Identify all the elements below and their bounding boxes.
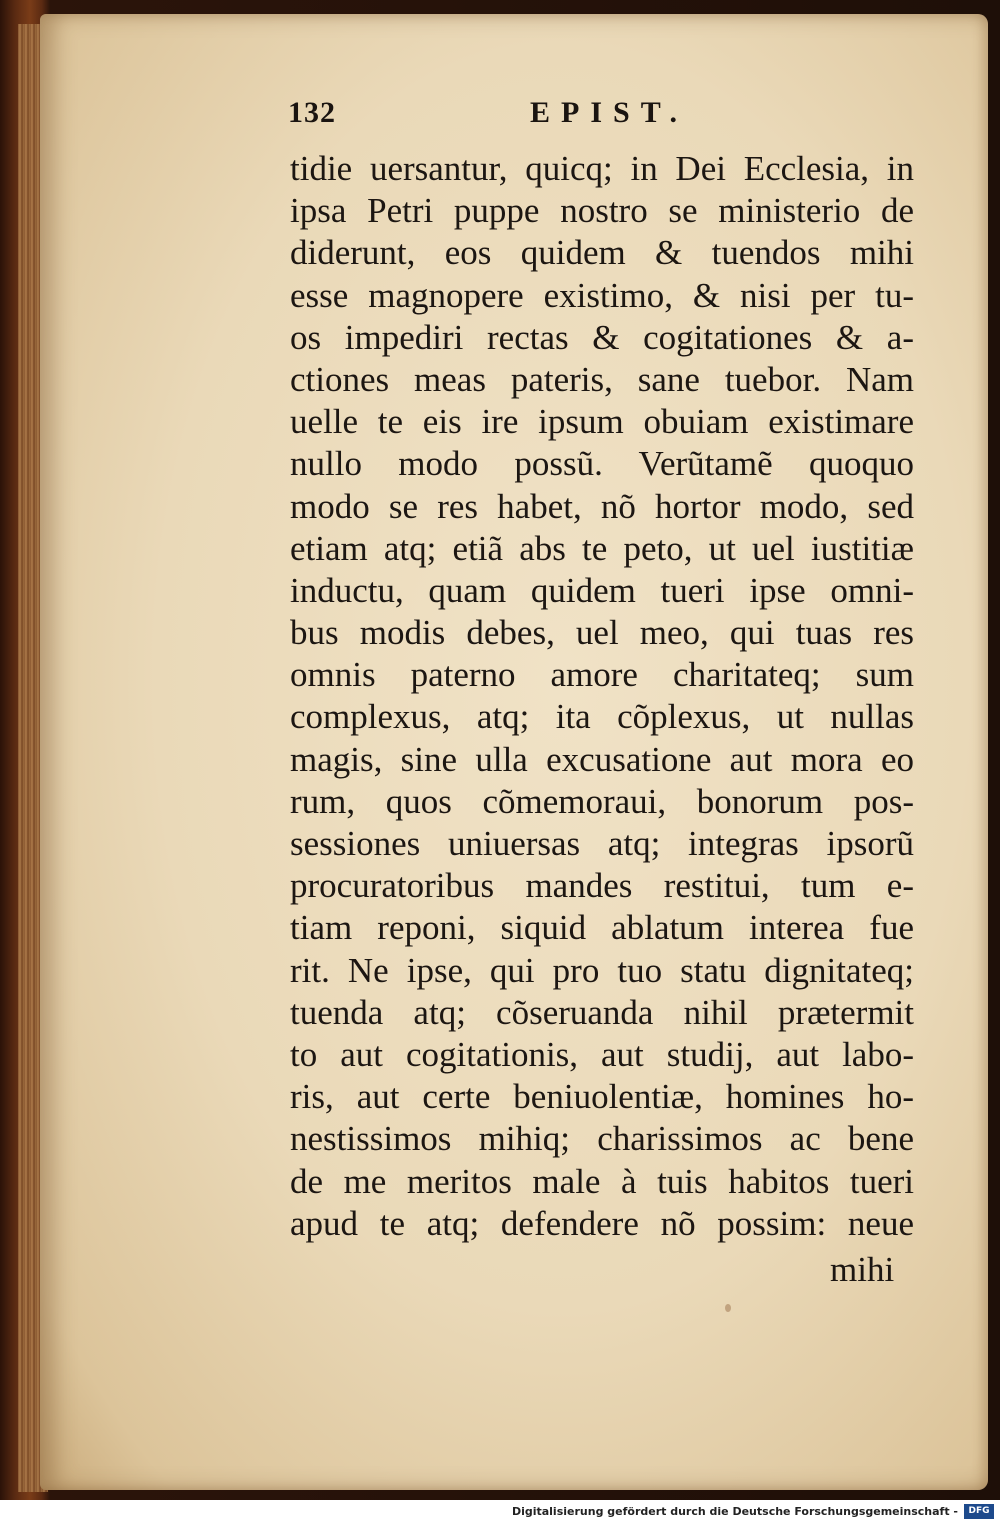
text-line: ctiones meas pateris, sane tuebor. Nam [290, 359, 914, 399]
catchword: mihi [830, 1250, 895, 1289]
body-text [290, 148, 914, 1245]
ink-spot [725, 1304, 731, 1312]
text-line: tidie uersantur, quicq; in Dei Ecclesia, in [290, 149, 914, 188]
text-line: inductu, quam quidem tueri ipse omni- [290, 570, 914, 610]
text-line: ris, aut certe beniuolentiæ, homines ho- [290, 1077, 914, 1117]
text-line: sessiones uniuersas atq; integras ipsorũ [290, 824, 914, 863]
page-header [288, 96, 908, 146]
text-line: de me meritos male à tuis habitos tueri [290, 1161, 914, 1201]
text-line: nestissimos mihiq; charissimos ac bene [290, 1119, 914, 1159]
text-line: procuratoribus mandes restitui, tum e- [290, 866, 914, 906]
dfg-logo: DFG [964, 1504, 994, 1519]
text-line: ipsa Petri puppe nostro se ministerio de [290, 191, 914, 231]
text-line: complexus, atq; ita cõplexus, ut nullas [290, 697, 914, 737]
text-line: nullo modo possũ. Verũtamẽ quoquo [290, 444, 914, 484]
text-line: esse magnopere existimo, & nisi per tu- [290, 275, 914, 315]
text-line: tiam reponi, siquid ablatum interea fue [290, 908, 914, 948]
text-line: modo se res habet, nõ hortor modo, sed [290, 486, 914, 526]
funding-credit: Digitalisierung gefördert durch die Deutsche Forschungsgemeinschaft - [511, 1505, 958, 1518]
text-line: rit. Ne ipse, qui pro tuo statu dignitateq; [290, 950, 914, 990]
text-line: to aut cogitationis, aut studij, aut labo- [290, 1034, 914, 1074]
text-line: apud te atq; defendere nõ possim: neue [290, 1203, 914, 1243]
text-line: tuenda atq; cõseruanda nihil prætermit [290, 992, 914, 1032]
text-line: etiam atq; etiã abs te peto, ut uel iustitiæ [290, 528, 914, 568]
text-line: diderunt, eos quidem & tuendos mihi [290, 233, 914, 273]
running-head: EPIST. [530, 96, 688, 129]
text-line: rum, quos cõmemoraui, bonorum pos- [290, 781, 914, 821]
text-line: os impediri rectas & cogitationes & a- [290, 317, 914, 357]
text-line: uelle te eis ire ipsum obuiam existimare [290, 402, 914, 442]
text-line: bus modis debes, uel meo, qui tuas res [290, 613, 914, 653]
text-line: omnis paterno amore charitateq; sum [290, 655, 914, 695]
text-line: magis, sine ulla excusatione aut mora eo [290, 739, 914, 779]
footer-bar [0, 1500, 1000, 1524]
page-number: 132 [288, 96, 336, 129]
